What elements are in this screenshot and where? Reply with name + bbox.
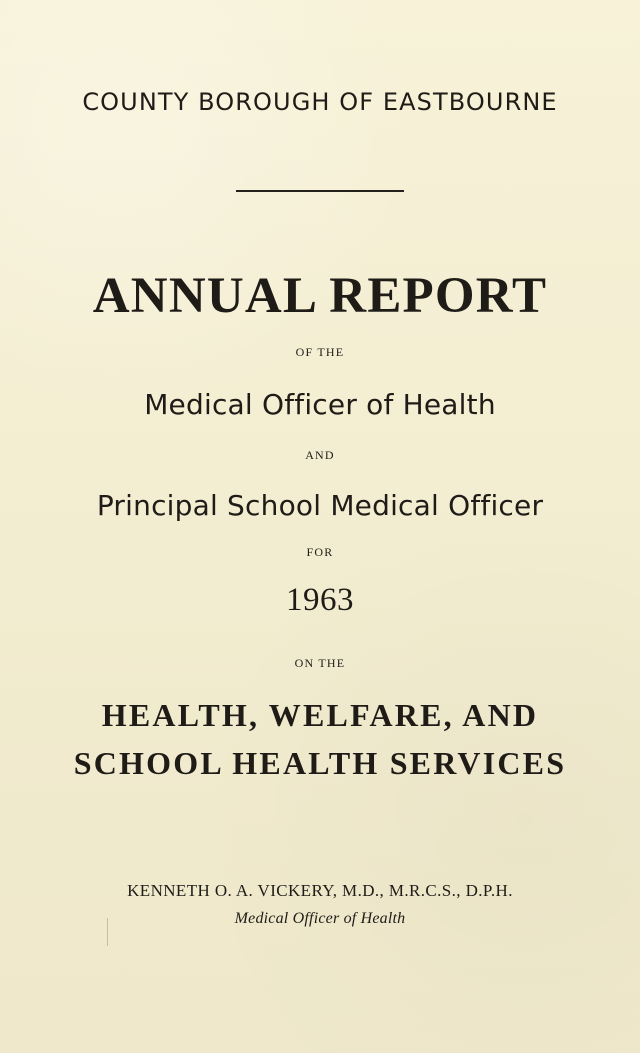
author-title: Medical Officer of Health <box>234 910 406 927</box>
annual-report-title: ANNUAL REPORT <box>92 268 548 324</box>
services-heading-line-one: HEALTH, WELFARE, AND <box>101 697 539 733</box>
of-the-label: OF THE <box>295 345 345 359</box>
title-divider <box>236 190 404 192</box>
paper-crease-mark <box>107 918 108 946</box>
and-label: AND <box>305 448 335 462</box>
services-heading-line-two: SCHOOL HEALTH SERVICES <box>73 745 567 781</box>
medical-officer-title: Medical Officer of Health <box>144 388 496 421</box>
authority-heading: COUNTY BOROUGH OF EASTBOURNE <box>82 88 558 116</box>
for-label: FOR <box>306 545 334 559</box>
author-name: KENNETH O. A. VICKERY, M.D., M.R.C.S., D.P.H. <box>127 881 513 900</box>
on-the-label: ON THE <box>294 656 346 670</box>
school-medical-officer-title: Principal School Medical Officer <box>96 489 544 522</box>
report-year: 1963 <box>286 582 354 618</box>
